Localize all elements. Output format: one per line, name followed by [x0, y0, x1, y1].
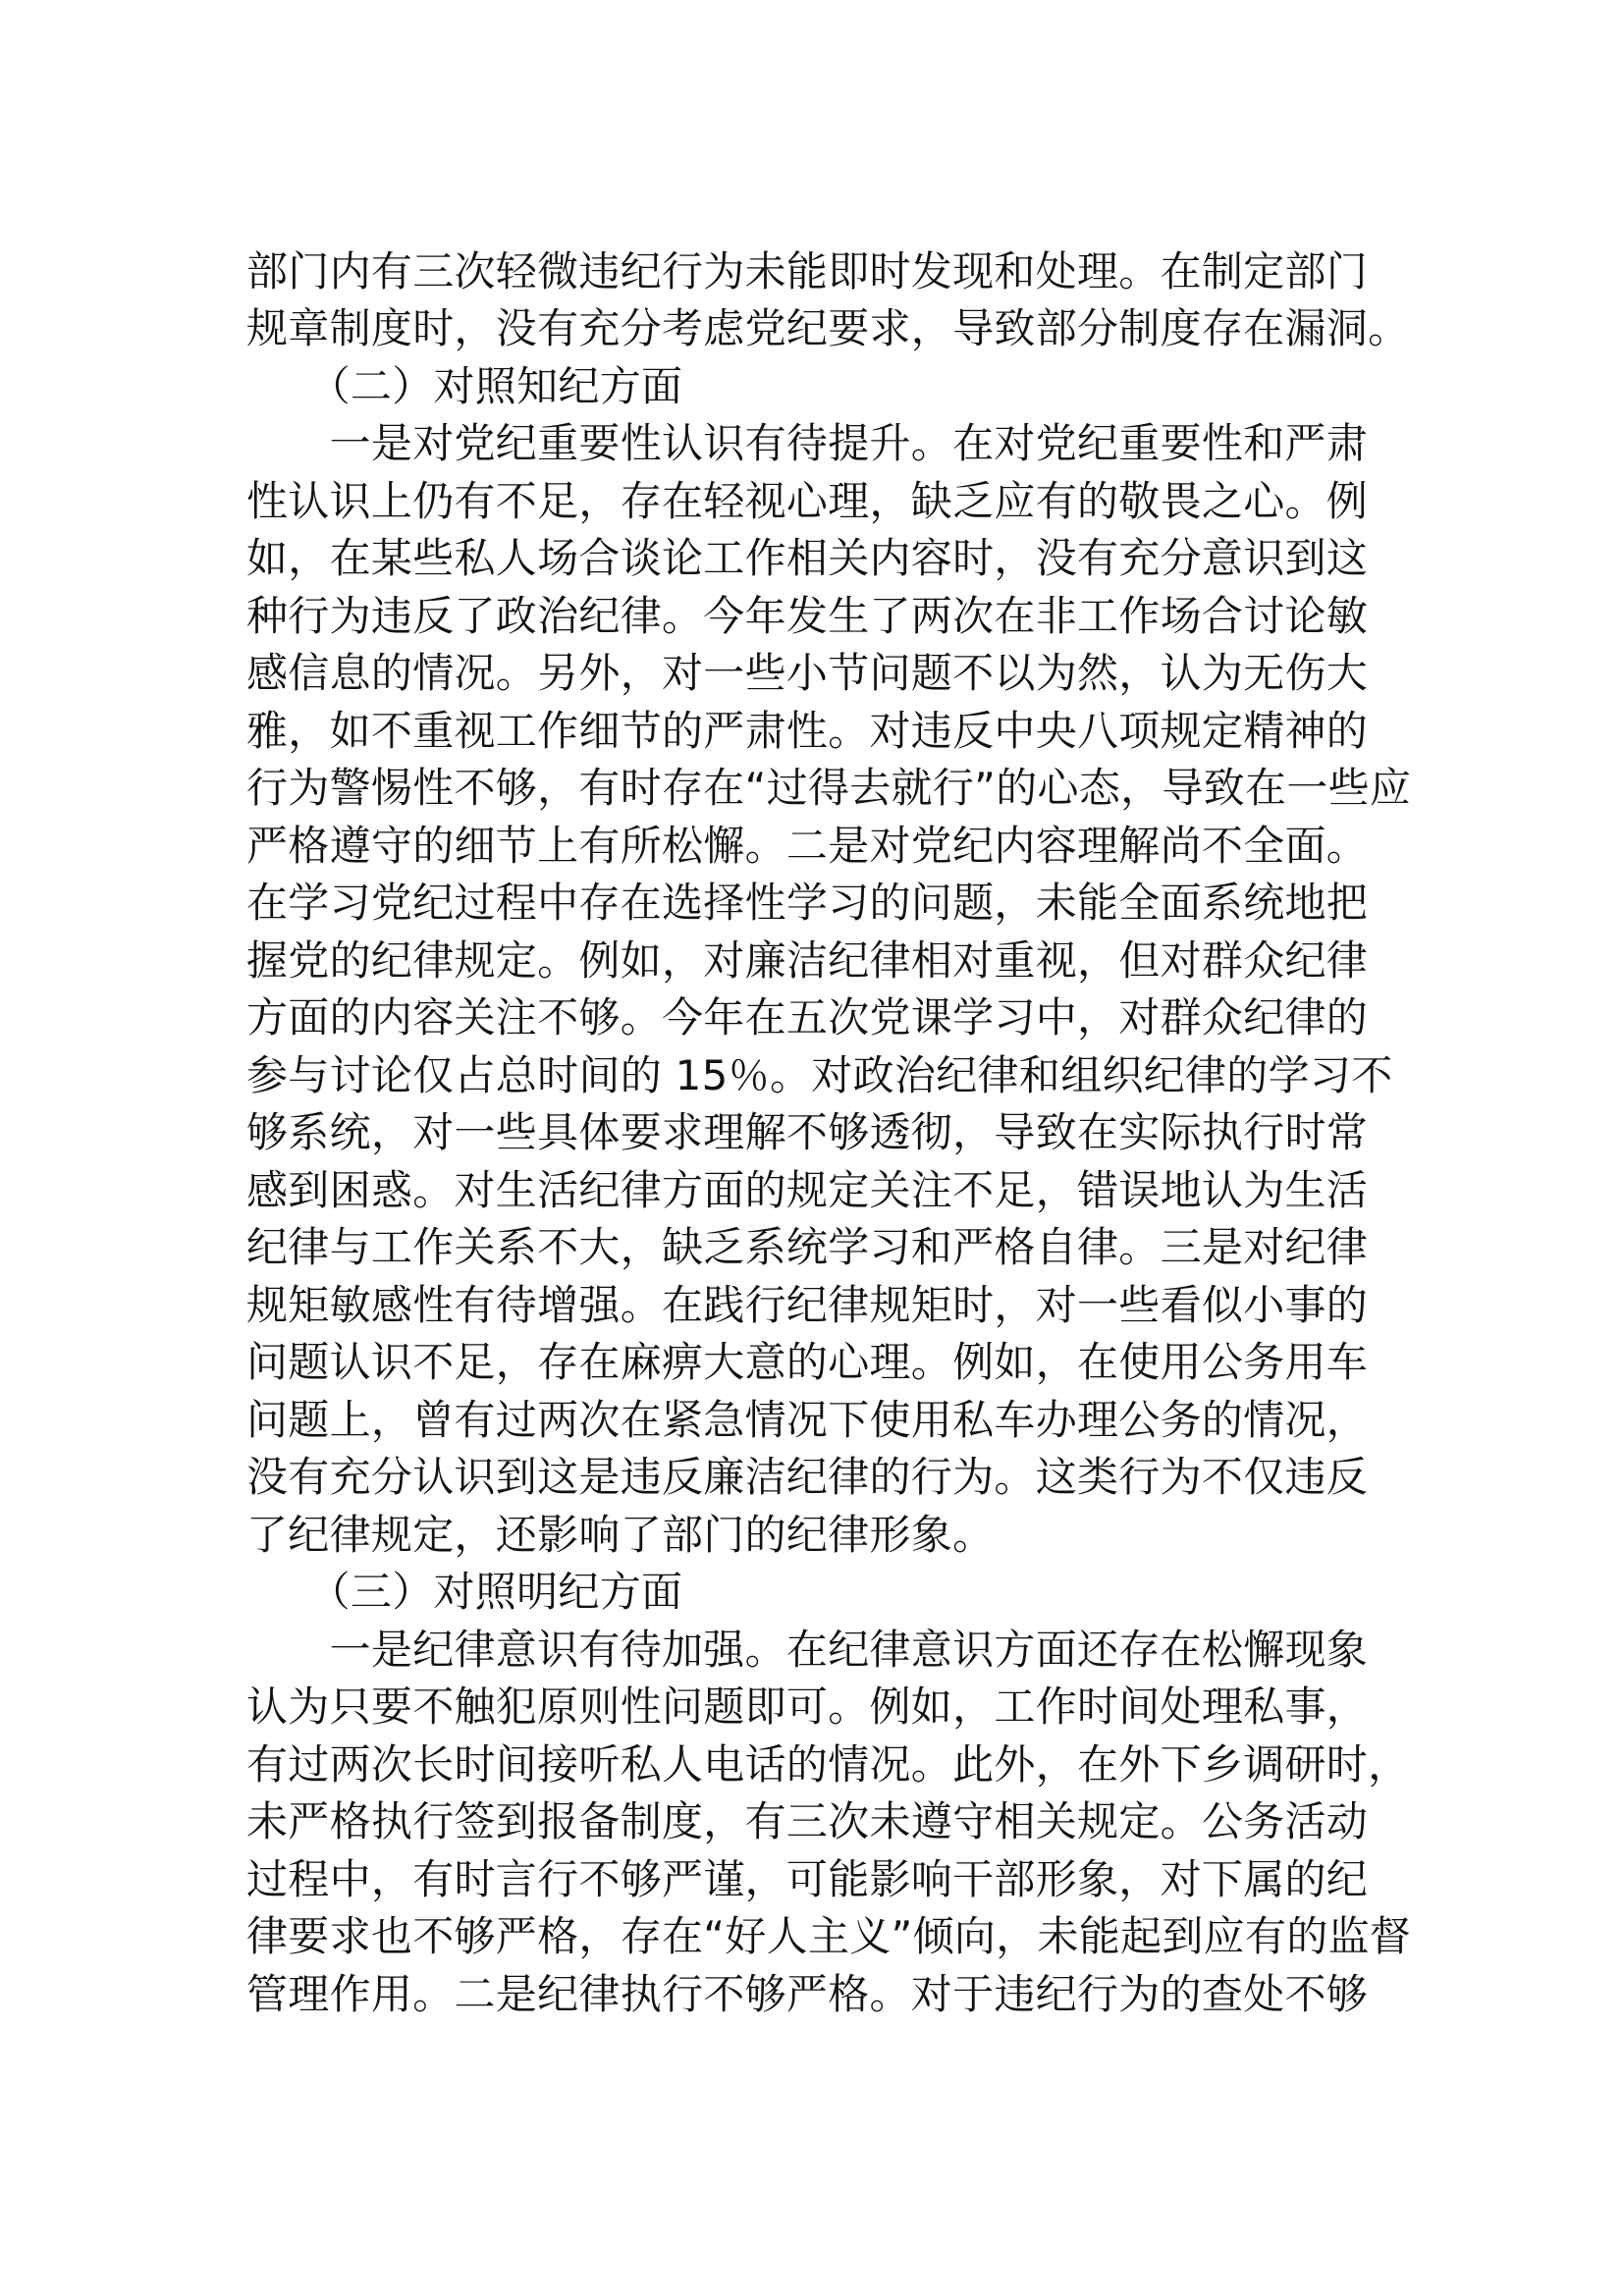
text-line: 雅，如不重视工作细节的严肃性。对违反中央八项规定精神的 — [246, 707, 1369, 755]
text-line: 一是对党纪重要性认识有待提升。在对党纪重要性和严肃 — [246, 419, 1369, 467]
text-line: 如，在某些私人场合谈论工作相关内容时，没有充分意识到这 — [246, 534, 1369, 582]
section-heading: （二）对照知纪方面 — [246, 362, 683, 410]
text-line: 感到困惑。对生活纪律方面的规定关注不足，错误地认为生活 — [246, 1166, 1369, 1214]
text-line: 感信息的情况。另外，对一些小节问题不以为然，认为无伤大 — [246, 649, 1369, 697]
text-line: 方面的内容关注不够。今年在五次党课学习中，对群众纪律的 — [246, 993, 1369, 1041]
text-line: 部门内有三次轻微违纪行为未能即时发现和处理。在制定部门 — [246, 247, 1369, 295]
text-line: 握党的纪律规定。例如，对廉洁纪律相对重视，但对群众纪律 — [246, 936, 1369, 985]
text-line: 一是纪律意识有待加强。在纪律意识方面还存在松懈现象 — [246, 1626, 1369, 1674]
section-heading: （三）对照明纪方面 — [246, 1568, 683, 1616]
text-line: 过程中，有时言行不够严谨，可能影响干部形象，对下属的纪 — [246, 1855, 1369, 1903]
text-line: 律要求也不够严格，存在“好人主义”倾向，未能起到应有的监督 — [246, 1912, 1412, 1960]
text-line: 问题上，曾有过两次在紧急情况下使用私车办理公务的情况， — [246, 1396, 1369, 1444]
text-line: 严格遵守的细节上有所松懈。二是对党纪内容理解尚不全面。 — [246, 822, 1369, 870]
text-line: 没有充分认识到这是违反廉洁纪律的行为。这类行为不仅违反 — [246, 1453, 1369, 1501]
text-line: 够系统，对一些具体要求理解不够透彻，导致在实际执行时常 — [246, 1108, 1369, 1156]
text-line: 种行为违反了政治纪律。今年发生了两次在非工作场合讨论敏 — [246, 592, 1369, 640]
text-line: 规章制度时，没有充分考虑党纪要求，导致部分制度存在漏洞。 — [246, 304, 1410, 352]
text-line: 规矩敏感性有待增强。在践行纪律规矩时，对一些看似小事的 — [246, 1281, 1369, 1329]
text-line: 管理作用。二是纪律执行不够严格。对于违纪行为的查处不够 — [246, 1970, 1369, 2018]
text-line: 性认识上仍有不足，存在轻视心理，缺乏应有的敬畏之心。例 — [246, 477, 1369, 525]
text-line: 行为警惕性不够，有时存在“过得去就行”的心态，导致在一些应 — [246, 764, 1412, 812]
text-line: 未严格执行签到报备制度，有三次未遵守相关规定。公务活动 — [246, 1797, 1369, 1845]
text-line: 参与讨论仅占总时间的 15％。对政治纪律和组织纪律的学习不 — [246, 1051, 1393, 1099]
text-line: 纪律与工作关系不大，缺乏系统学习和严格自律。三是对纪律 — [246, 1223, 1369, 1271]
text-line: 在学习党纪过程中存在选择性学习的问题，未能全面系统地把 — [246, 879, 1369, 927]
text-line: 问题认识不足，存在麻痹大意的心理。例如，在使用公务用车 — [246, 1338, 1369, 1386]
text-line: 了纪律规定，还影响了部门的纪律形象。 — [246, 1511, 995, 1559]
text-line: 有过两次长时间接听私人电话的情况。此外，在外下乡调研时， — [246, 1740, 1410, 1789]
text-line: 认为只要不触犯原则性问题即可。例如，工作时间处理私事， — [246, 1682, 1369, 1731]
